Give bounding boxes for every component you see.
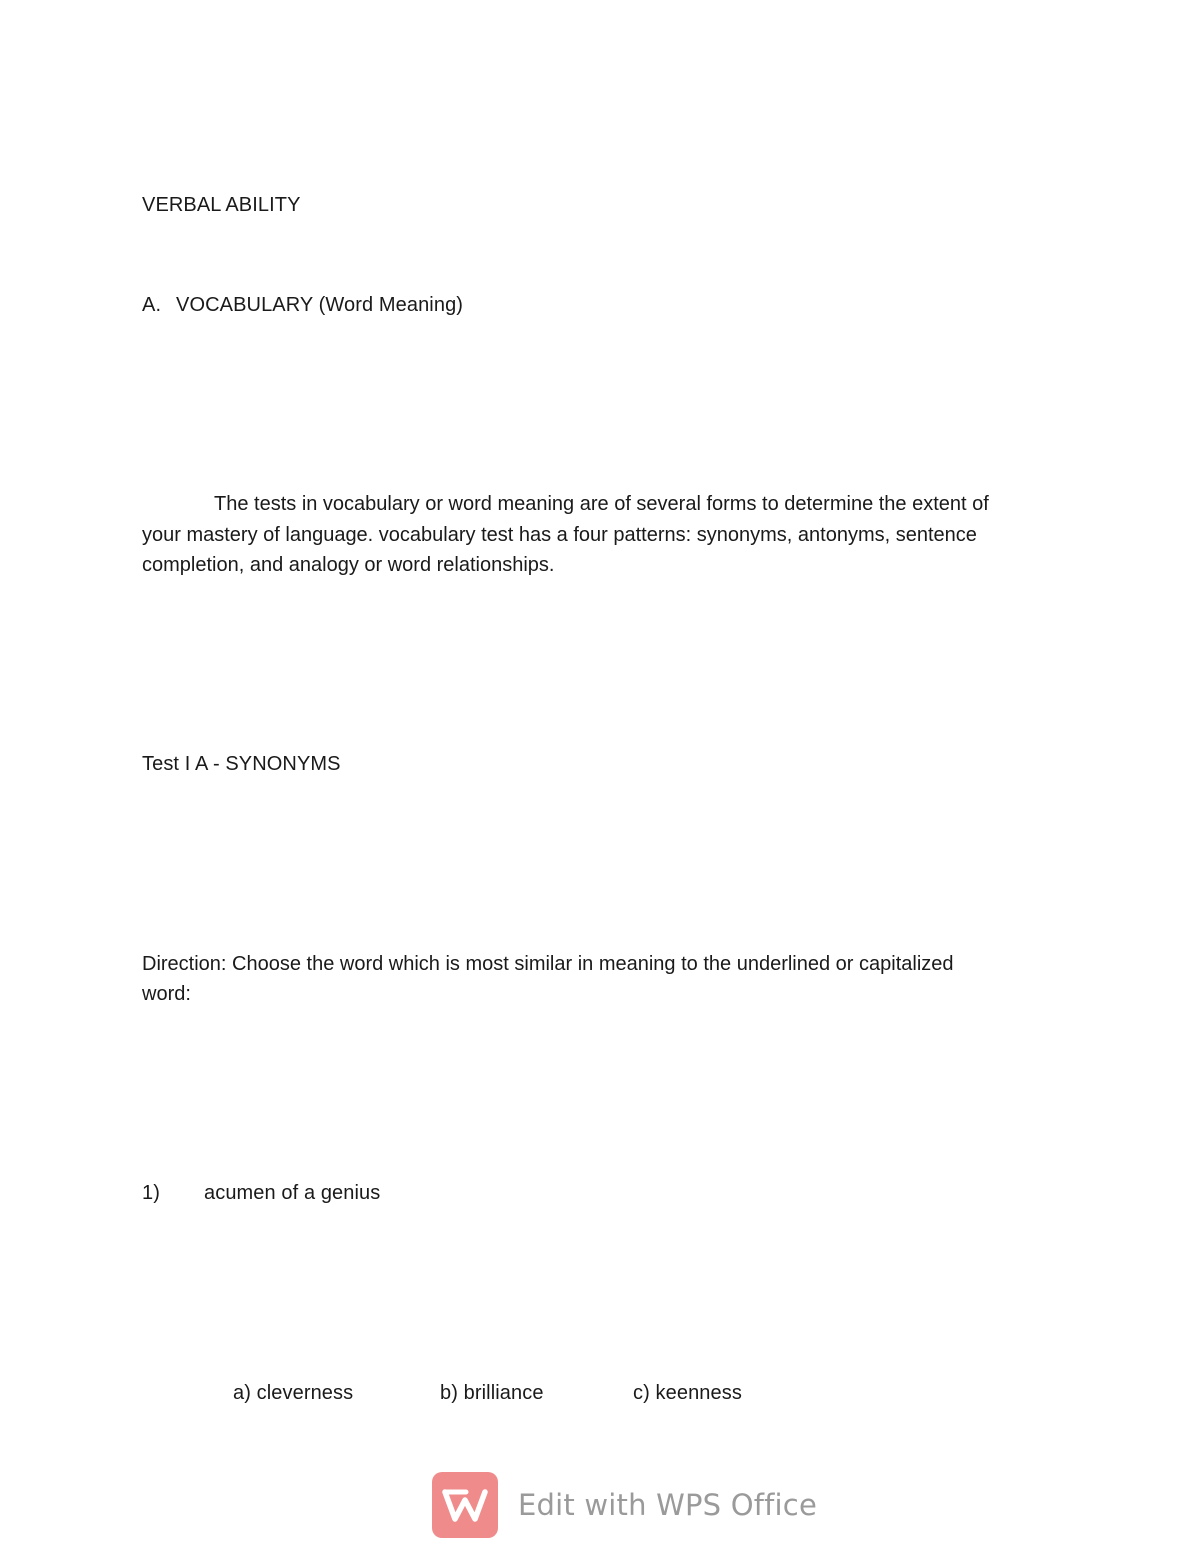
section-heading: [142, 290, 463, 320]
test-title: Test I A - SYNONYMS: [142, 753, 341, 775]
document-heading: VERBAL ABILITY: [142, 194, 301, 216]
question-number: 1): [142, 1182, 160, 1204]
wps-logo-icon: [432, 1472, 498, 1538]
section-marker: A.: [142, 294, 162, 316]
option-c: c) keenness: [633, 1382, 742, 1404]
wps-edit-label: Edit with WPS Office: [518, 1488, 817, 1522]
intro-line: your mastery of language. vocabulary test has a four patterns: synonyms, antonyms, sentence: [142, 523, 977, 546]
direction-line: Direction: Choose the word which is most similar in meaning to the underlined or capitalized: [142, 953, 954, 975]
direction-text: [142, 949, 1042, 1009]
option-b: b) brilliance: [440, 1382, 544, 1404]
intro-paragraph: [142, 489, 1062, 581]
option-a: a) cleverness: [233, 1382, 354, 1404]
wps-w-icon: [442, 1488, 488, 1522]
direction-line: word:: [142, 983, 191, 1005]
section-title: VOCABULARY (Word Meaning): [176, 294, 464, 316]
wps-edit-badge[interactable]: [432, 1471, 817, 1539]
question-text: acumen of a genius: [204, 1182, 381, 1204]
intro-line: The tests in vocabulary or word meaning are of several forms to determine the extent of: [214, 493, 989, 515]
intro-line: completion, and analogy or word relationships.: [142, 554, 555, 576]
